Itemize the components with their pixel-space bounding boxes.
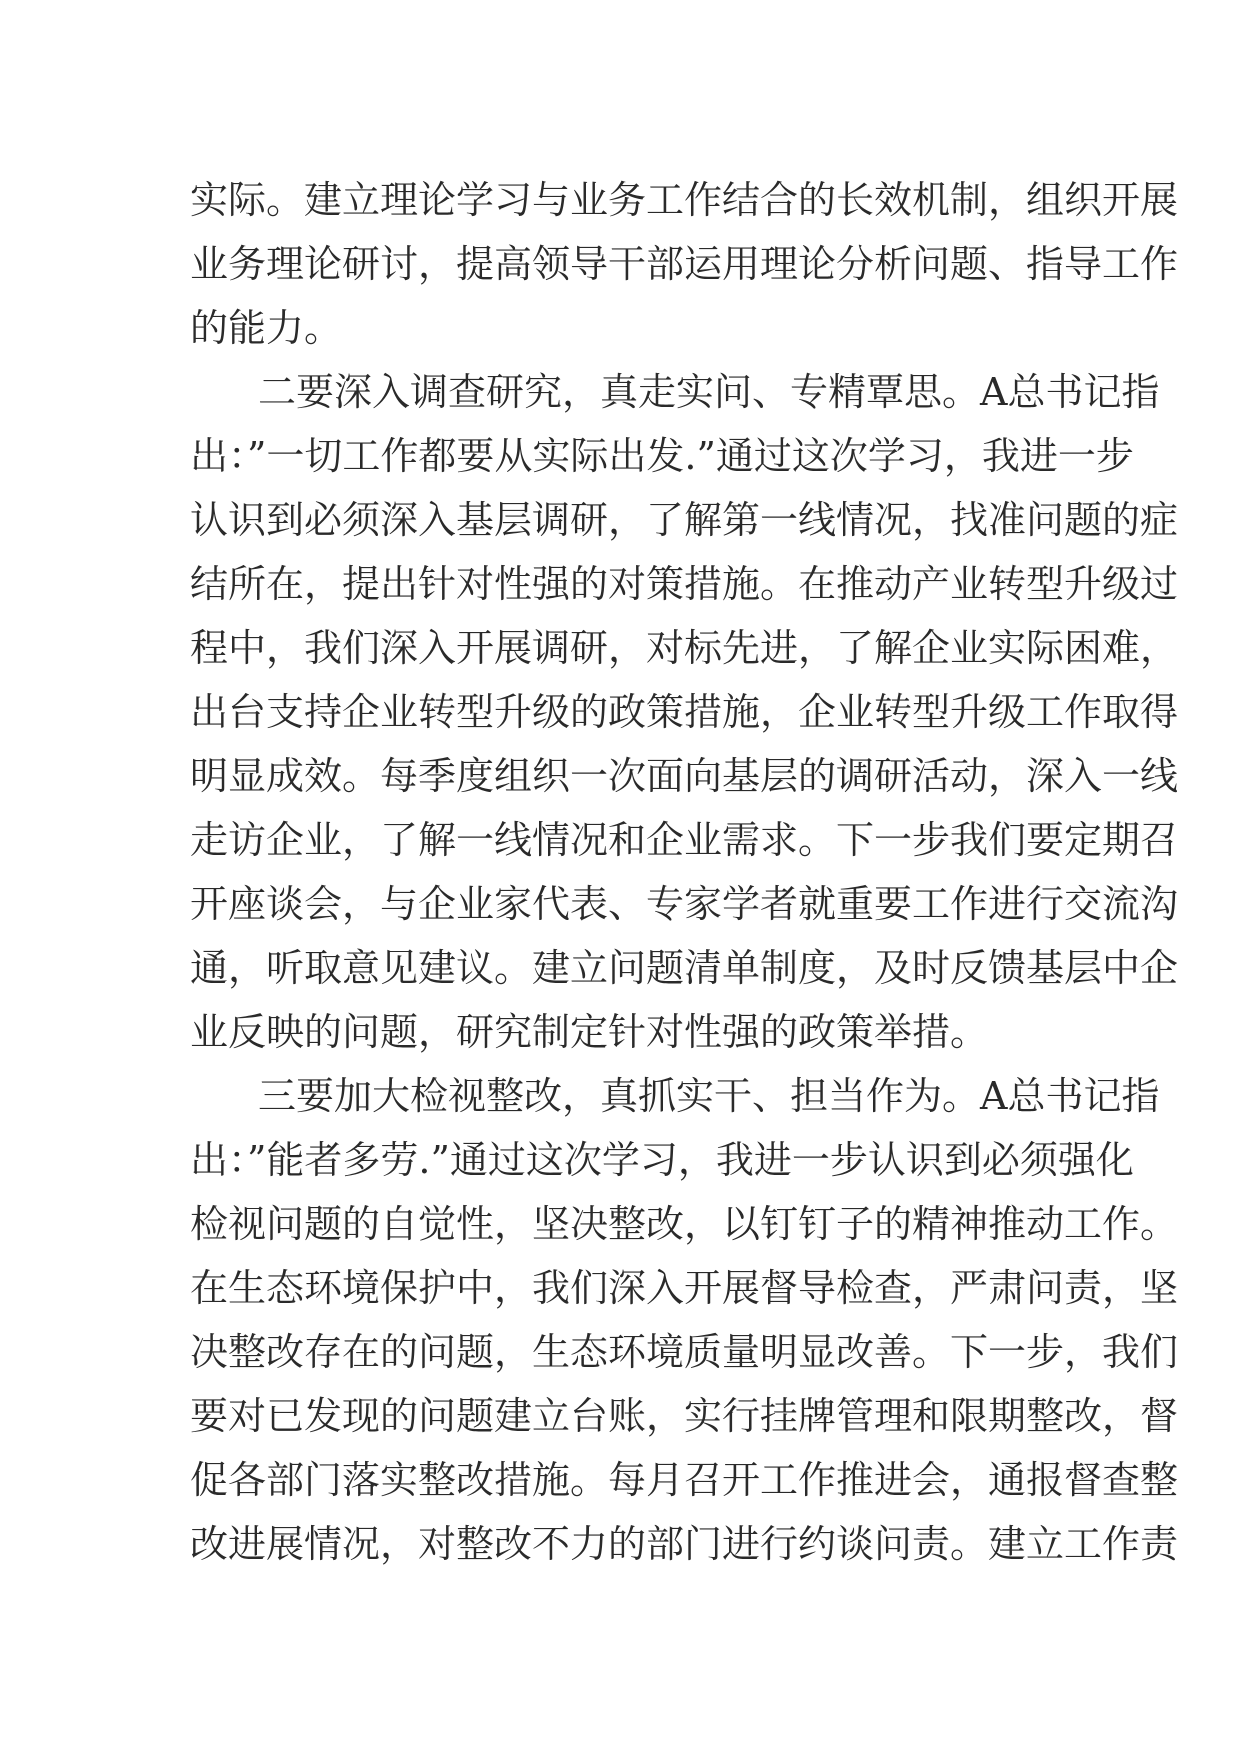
- paragraph-line: 决整改存在的问题，生态环境质量明显改善。下一步，我们: [190, 1330, 1179, 1374]
- paragraph-line: 三要加大检视整改，真抓实干、担当作为。A总书记指: [258, 1074, 1160, 1118]
- body-text: [190, 168, 1179, 1576]
- paragraph-line: 业务理论研讨，提高领导干部运用理论分析问题、指导工作: [190, 242, 1179, 286]
- paragraph-line: 要对已发现的问题建立台账，实行挂牌管理和限期整改，督: [190, 1394, 1179, 1438]
- paragraph-line: 明显成效。每季度组织一次面向基层的调研活动，深入一线: [190, 754, 1179, 798]
- paragraph-line: 出：”一切工作都要从实际出发.”通过这次学习，我进一步: [190, 434, 1134, 478]
- paragraph-2: [190, 360, 1179, 1064]
- paragraph-line: 通，听取意见建议。建立问题清单制度，及时反馈基层中企: [190, 946, 1179, 990]
- paragraph-line: 实际。建立理论学习与业务工作结合的长效机制，组织开展: [190, 178, 1179, 222]
- paragraph-line: 程中，我们深入开展调研，对标先进，了解企业实际困难，: [190, 626, 1179, 670]
- paragraph-line: 出：”能者多劳.”通过这次学习，我进一步认识到必须强化: [190, 1138, 1134, 1182]
- paragraph-line: 业反映的问题，研究制定针对性强的政策举措。: [190, 1010, 989, 1054]
- paragraph-line: 认识到必须深入基层调研，了解第一线情况，找准问题的症: [190, 498, 1179, 542]
- paragraph-3: [190, 1064, 1179, 1576]
- paragraph-line: 的能力。: [190, 306, 343, 350]
- paragraph-line: 二要深入调查研究，真走实问、专精覃思。A总书记指: [258, 370, 1160, 414]
- paragraph-line: 改进展情况，对整改不力的部门进行约谈问责。建立工作责: [190, 1522, 1179, 1566]
- paragraph-line: 在生态环境保护中，我们深入开展督导检查，严肃问责，坚: [190, 1266, 1179, 1310]
- paragraph-1: [190, 168, 1179, 360]
- paragraph-line: 开座谈会，与企业家代表、专家学者就重要工作进行交流沟: [190, 882, 1179, 926]
- paragraph-line: 促各部门落实整改措施。每月召开工作推进会，通报督查整: [190, 1458, 1179, 1502]
- paragraph-line: 出台支持企业转型升级的政策措施，企业转型升级工作取得: [190, 690, 1179, 734]
- paragraph-line: 结所在，提出针对性强的对策措施。在推动产业转型升级过: [190, 562, 1179, 606]
- paragraph-line: 走访企业，了解一线情况和企业需求。下一步我们要定期召: [190, 818, 1179, 862]
- paragraph-line: 检视问题的自觉性，坚决整改，以钉钉子的精神推动工作。: [190, 1202, 1179, 1246]
